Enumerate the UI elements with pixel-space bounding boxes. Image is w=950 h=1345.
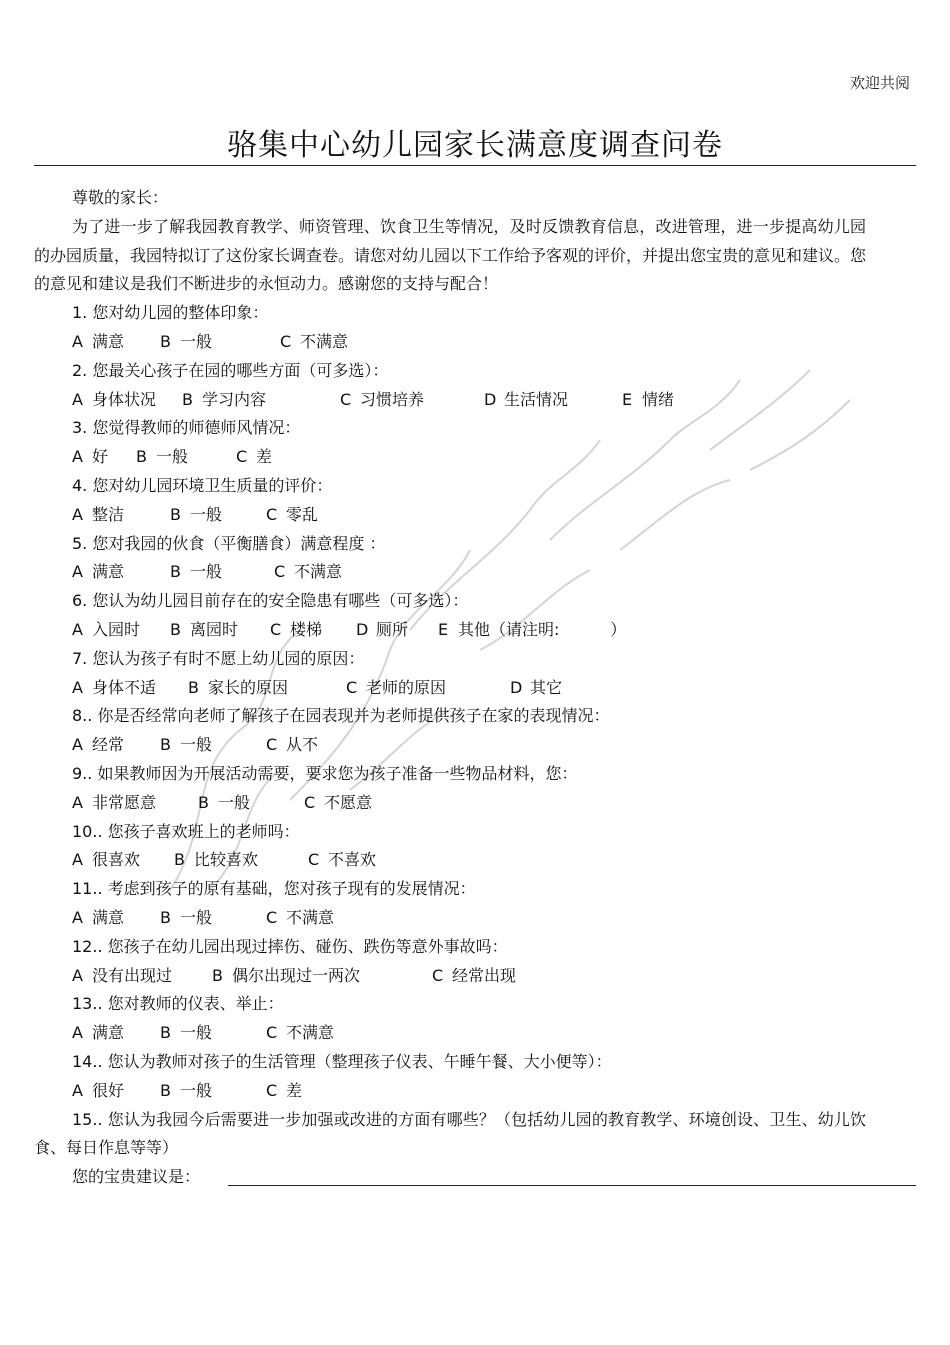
answer-options (34, 558, 866, 587)
option-label: 情绪 (642, 389, 675, 409)
option-label: 很喜欢 (92, 850, 141, 870)
answer-option[interactable] (72, 674, 188, 703)
option-label: 厕所 (376, 619, 409, 639)
answer-option[interactable] (432, 962, 542, 991)
option-label: 其他（请注明: ） (458, 619, 627, 639)
answer-option[interactable] (266, 904, 366, 933)
option-label: 非常愿意 (92, 792, 157, 812)
option-letter: D (356, 619, 369, 639)
question-text: 7. 您认为孩子有时不愿上幼儿园的原因： (72, 648, 365, 668)
question-text: 13.. 您对教师的仪表、举止： (72, 994, 284, 1014)
option-label: 入园时 (92, 619, 141, 639)
question-text: 9.. 如果教师因为开展活动需要，要求您为孩子准备一些物品材料，您： (72, 763, 578, 783)
answer-option[interactable] (170, 501, 266, 530)
suggestion-line[interactable] (228, 1185, 916, 1186)
option-letter: A (72, 735, 83, 755)
option-label: 经常出现 (452, 965, 517, 985)
option-letter: C (266, 907, 278, 927)
question-text: 4. 您对幼儿园环境卫生质量的评价： (72, 475, 333, 495)
option-letter: B (170, 562, 181, 582)
answer-option[interactable] (72, 731, 160, 760)
answer-option[interactable] (72, 904, 160, 933)
option-letter: D (484, 389, 497, 409)
option-label: 一般 (180, 907, 213, 927)
answer-option[interactable] (72, 846, 174, 875)
answer-option[interactable] (170, 558, 274, 587)
option-letter: A (72, 677, 83, 697)
option-label: 其它 (530, 677, 563, 697)
option-letter: C (340, 389, 352, 409)
answer-option[interactable] (484, 386, 622, 415)
answer-option[interactable] (280, 328, 380, 357)
option-label: 身体不适 (92, 677, 157, 697)
answer-option[interactable] (212, 962, 432, 991)
answer-option[interactable] (622, 386, 702, 415)
option-label: 不满意 (286, 907, 335, 927)
option-label: 不喜欢 (328, 850, 377, 870)
option-label: 好 (92, 447, 109, 467)
option-letter: E (622, 389, 633, 409)
option-letter: A (72, 447, 83, 467)
option-label: 从不 (286, 735, 319, 755)
answer-option[interactable] (438, 616, 658, 645)
answer-options (34, 386, 866, 415)
option-letter: A (72, 907, 83, 927)
option-letter: A (72, 331, 83, 351)
suggestion-row (34, 1163, 866, 1192)
option-letter: C (270, 619, 282, 639)
option-label: 一般 (180, 1080, 213, 1100)
question-15: 15.. 您认为我园今后需要进一步加强或改进的方面有哪些？（包括幼儿园的教育教学、环境创设、卫生、幼儿饮食、每日作息等等） (34, 1109, 866, 1158)
answer-options (34, 328, 866, 357)
question-list (34, 299, 866, 1105)
answer-option[interactable] (72, 386, 182, 415)
answer-options (34, 674, 866, 703)
option-letter: C (236, 447, 248, 467)
option-letter: B (170, 619, 181, 639)
answer-option[interactable] (266, 731, 346, 760)
answer-option[interactable] (72, 1077, 160, 1106)
answer-option[interactable] (356, 616, 438, 645)
option-label: 生活情况 (504, 389, 569, 409)
option-label: 差 (286, 1080, 303, 1100)
header-note: 欢迎共阅 (849, 74, 910, 92)
option-letter: A (72, 504, 83, 524)
answer-option[interactable] (72, 328, 160, 357)
answer-option[interactable] (274, 558, 374, 587)
option-label: 零乱 (286, 504, 319, 524)
question-text: 11.. 考虑到孩子的原有基础，您对孩子现有的发展情况： (72, 879, 476, 899)
answer-option[interactable] (136, 443, 236, 472)
intro-paragraph: 为了进一步了解我园教育教学、师资管理、饮食卫生等情况，及时反馈教育信息，改进管理，进一步提高幼儿园的办园质量，我园特拟订了这份家长调查卷。请您对幼儿园以下工作给予客观的评价，并提出您宝贵的意见和建议。您的意见和建议是我们不断进步的永恒动力。感谢您的支持与配合！ (34, 216, 867, 294)
option-label: 整洁 (92, 504, 125, 524)
option-label: 没有出现过 (92, 965, 173, 985)
answer-options (34, 501, 866, 530)
question-text: 8.. 你是否经常向老师了解孩子在园表现并为老师提供孩子在家的表现情况： (72, 706, 610, 726)
answer-option[interactable] (72, 789, 198, 818)
option-letter: C (346, 677, 358, 697)
answer-options (34, 731, 866, 760)
option-letter: A (72, 792, 83, 812)
option-label: 比较喜欢 (194, 850, 259, 870)
option-label: 习惯培养 (360, 389, 425, 409)
answer-options (34, 962, 866, 991)
option-letter: B (170, 504, 181, 524)
option-label: 一般 (180, 331, 213, 351)
option-label: 差 (256, 447, 273, 467)
option-label: 不愿意 (324, 792, 373, 812)
option-label: 很好 (92, 1080, 125, 1100)
answer-option[interactable] (170, 616, 270, 645)
option-letter: B (188, 677, 199, 697)
option-letter: D (510, 677, 523, 697)
answer-option[interactable] (266, 501, 346, 530)
question-text: 2. 您最关心孩子在园的哪些方面（可多选）： (72, 360, 389, 380)
option-letter: C (432, 965, 444, 985)
option-label: 满意 (92, 331, 125, 351)
answer-option[interactable] (266, 1077, 326, 1106)
question-text: 10.. 您孩子喜欢班上的老师吗： (72, 821, 300, 841)
option-label: 学习内容 (202, 389, 267, 409)
answer-option[interactable] (72, 1019, 160, 1048)
answer-option[interactable] (270, 616, 356, 645)
option-letter: A (72, 850, 83, 870)
answer-option[interactable] (72, 443, 136, 472)
answer-option[interactable] (160, 1019, 266, 1048)
option-label: 不满意 (294, 562, 343, 582)
answer-options (34, 443, 866, 472)
option-letter: B (160, 331, 171, 351)
option-letter: B (212, 965, 223, 985)
question-text: 14.. 您认为教师对孩子的生活管理（整理孩子仪表、午睡午餐、大小便等）： (72, 1051, 612, 1071)
question-text: 1. 您对幼儿园的整体印象： (72, 303, 269, 323)
option-label: 满意 (92, 1023, 125, 1043)
option-label: 楼梯 (290, 619, 323, 639)
option-label: 满意 (92, 562, 125, 582)
title-divider (34, 165, 916, 166)
option-letter: C (266, 504, 278, 524)
answer-options (34, 616, 866, 645)
option-label: 满意 (92, 907, 125, 927)
answer-option[interactable] (308, 846, 408, 875)
question-text: 12.. 您孩子在幼儿园出现过摔伤、碰伤、跌伤等意外事故吗： (72, 936, 508, 956)
option-letter: B (160, 907, 171, 927)
answer-option[interactable] (188, 674, 346, 703)
option-letter: A (72, 1023, 83, 1043)
option-letter: A (72, 1080, 83, 1100)
answer-option[interactable] (160, 904, 266, 933)
answer-option[interactable] (198, 789, 304, 818)
survey-body (34, 184, 866, 1192)
option-label: 身体状况 (92, 389, 157, 409)
suggestion-label: 您的宝贵建议是： (72, 1167, 201, 1187)
option-letter: C (308, 850, 320, 870)
option-label: 一般 (190, 562, 223, 582)
answer-option[interactable] (72, 616, 170, 645)
option-label: 一般 (156, 447, 189, 467)
greeting: 尊敬的家长： (72, 188, 169, 207)
option-letter: A (72, 965, 83, 985)
option-letter: A (72, 389, 83, 409)
answer-options (34, 1019, 866, 1048)
answer-option[interactable] (182, 386, 340, 415)
option-label: 一般 (180, 735, 213, 755)
option-letter: B (136, 447, 147, 467)
option-label: 经常 (92, 735, 125, 755)
answer-options (34, 789, 866, 818)
option-label: 一般 (218, 792, 251, 812)
option-letter: B (160, 735, 171, 755)
question-text: 6. 您认为幼儿园目前存在的安全隐患有哪些（可多选）： (72, 591, 469, 611)
answer-option[interactable] (340, 386, 484, 415)
option-letter: C (304, 792, 316, 812)
answer-option[interactable] (174, 846, 308, 875)
answer-option[interactable] (346, 674, 510, 703)
answer-options (34, 846, 866, 875)
page-title: 骆集中心幼儿园家长满意度调查问卷 (227, 128, 723, 163)
option-label: 一般 (180, 1023, 213, 1043)
option-letter: B (198, 792, 209, 812)
option-letter: B (160, 1023, 171, 1043)
answer-option[interactable] (266, 1019, 366, 1048)
answer-options (34, 904, 866, 933)
option-label: 老师的原因 (366, 677, 447, 697)
option-letter: C (266, 735, 278, 755)
answer-option[interactable] (72, 558, 170, 587)
answer-option[interactable] (510, 674, 590, 703)
answer-option[interactable] (72, 501, 170, 530)
answer-option[interactable] (72, 962, 212, 991)
answer-options (34, 1077, 866, 1106)
question-text: 3. 您觉得教师的师德师风情况： (72, 418, 301, 438)
option-letter: C (274, 562, 286, 582)
option-letter: C (266, 1023, 278, 1043)
option-letter: E (438, 619, 449, 639)
option-label: 离园时 (190, 619, 239, 639)
option-label: 不满意 (300, 331, 349, 351)
option-letter: A (72, 619, 83, 639)
option-letter: B (182, 389, 193, 409)
answer-option[interactable] (304, 789, 404, 818)
option-label: 不满意 (286, 1023, 335, 1043)
answer-option[interactable] (160, 1077, 266, 1106)
option-letter: C (266, 1080, 278, 1100)
option-label: 一般 (190, 504, 223, 524)
answer-option[interactable] (236, 443, 296, 472)
option-letter: A (72, 562, 83, 582)
question-text: 5. 您对我园的伙食（平衡膳食）满意程度 ： (72, 533, 386, 553)
option-letter: B (160, 1080, 171, 1100)
option-label: 家长的原因 (208, 677, 289, 697)
answer-option[interactable] (160, 731, 266, 760)
option-letter: C (280, 331, 292, 351)
answer-option[interactable] (160, 328, 280, 357)
option-label: 偶尔出现过一两次 (232, 965, 361, 985)
option-letter: B (174, 850, 185, 870)
